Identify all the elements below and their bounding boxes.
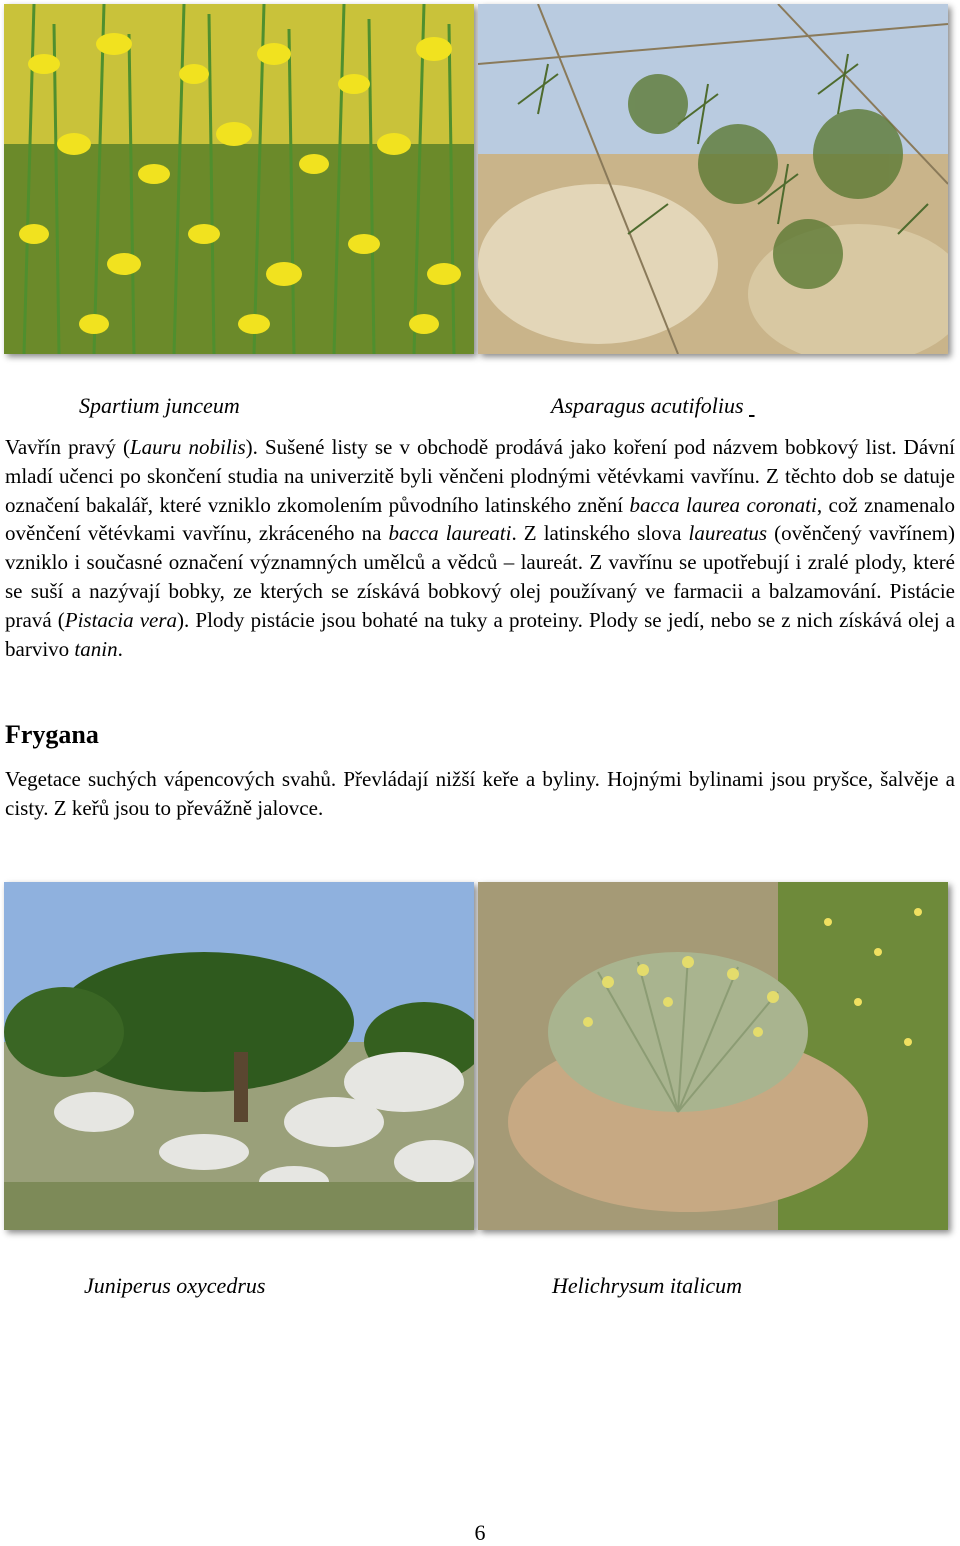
photo-juniperus-oxycedrus [4, 882, 474, 1230]
text-run: , což znamenalo ověnčení větévkami vavřínu, zkráceného na [5, 492, 956, 546]
latin-name: Lauru nobilis [130, 435, 246, 459]
latin-phrase: bacca laurea coronati [629, 492, 817, 517]
text-run: (ověnčený vavřínem) vzniklo i současné označení významných umělců a vědců – laureát. Z vavřínu se upotřebují i zralé plody, které se suší a nazývají bobky, ze kterých se získává bobkový olej používaný ve farmacii a balzamování. Pistácie pravá ( [5, 521, 955, 632]
latin-name: Pistacia vera [64, 607, 178, 632]
text-run: ). Plody pistácie jsou bohaté na tuky a proteiny. Plody se jedí, nebo se z nich získává olej a barvivo [5, 607, 955, 661]
page-number: 6 [474, 1520, 486, 1545]
caption-spartium-junceum: Spartium junceum [79, 393, 240, 418]
caption-juniperus-oxycedrus: Juniperus oxycedrus [84, 1273, 266, 1298]
photo-spartium-junceum [4, 4, 474, 354]
photo-helichrysum-italicum [478, 882, 948, 1230]
text-run: Vavřín pravý ( [5, 435, 130, 459]
text-run: . [117, 636, 123, 661]
text-run: . Z latinského slova [511, 521, 689, 546]
section-heading: Frygana [5, 720, 99, 749]
photo-asparagus-acutifolius [478, 4, 948, 354]
caption-underline-mark [749, 393, 755, 418]
caption-asparagus-text: Asparagus acutifolius [551, 393, 744, 418]
laurel-paragraph [5, 433, 955, 663]
latin-phrase: bacca laureati [388, 521, 512, 546]
latin-word: tanin [74, 636, 118, 661]
text-run: ). Sušené listy se v obchodě prodává jako koření pod názvem bobkový list. Dávní mladí učenci po skončení studia na univerzitě byli věnčeni plodnými větévkami vavřínu. Z těchto dob se datuje označení bakalář, které vzniklo zkomolením původního latinského znění [5, 435, 956, 517]
latin-word: laureatus [688, 521, 768, 546]
caption-helichrysum-italicum: Helichrysum italicum [552, 1273, 743, 1298]
caption-asparagus-acutifolius [551, 393, 755, 419]
frygana-paragraph: Vegetace suchých vápencových svahů. Převládají nižší keře a byliny. Hojnými bylinami jsou pryšce, šalvěje a cisty. Z keřů jsou to převážně jalovce. [5, 767, 955, 820]
